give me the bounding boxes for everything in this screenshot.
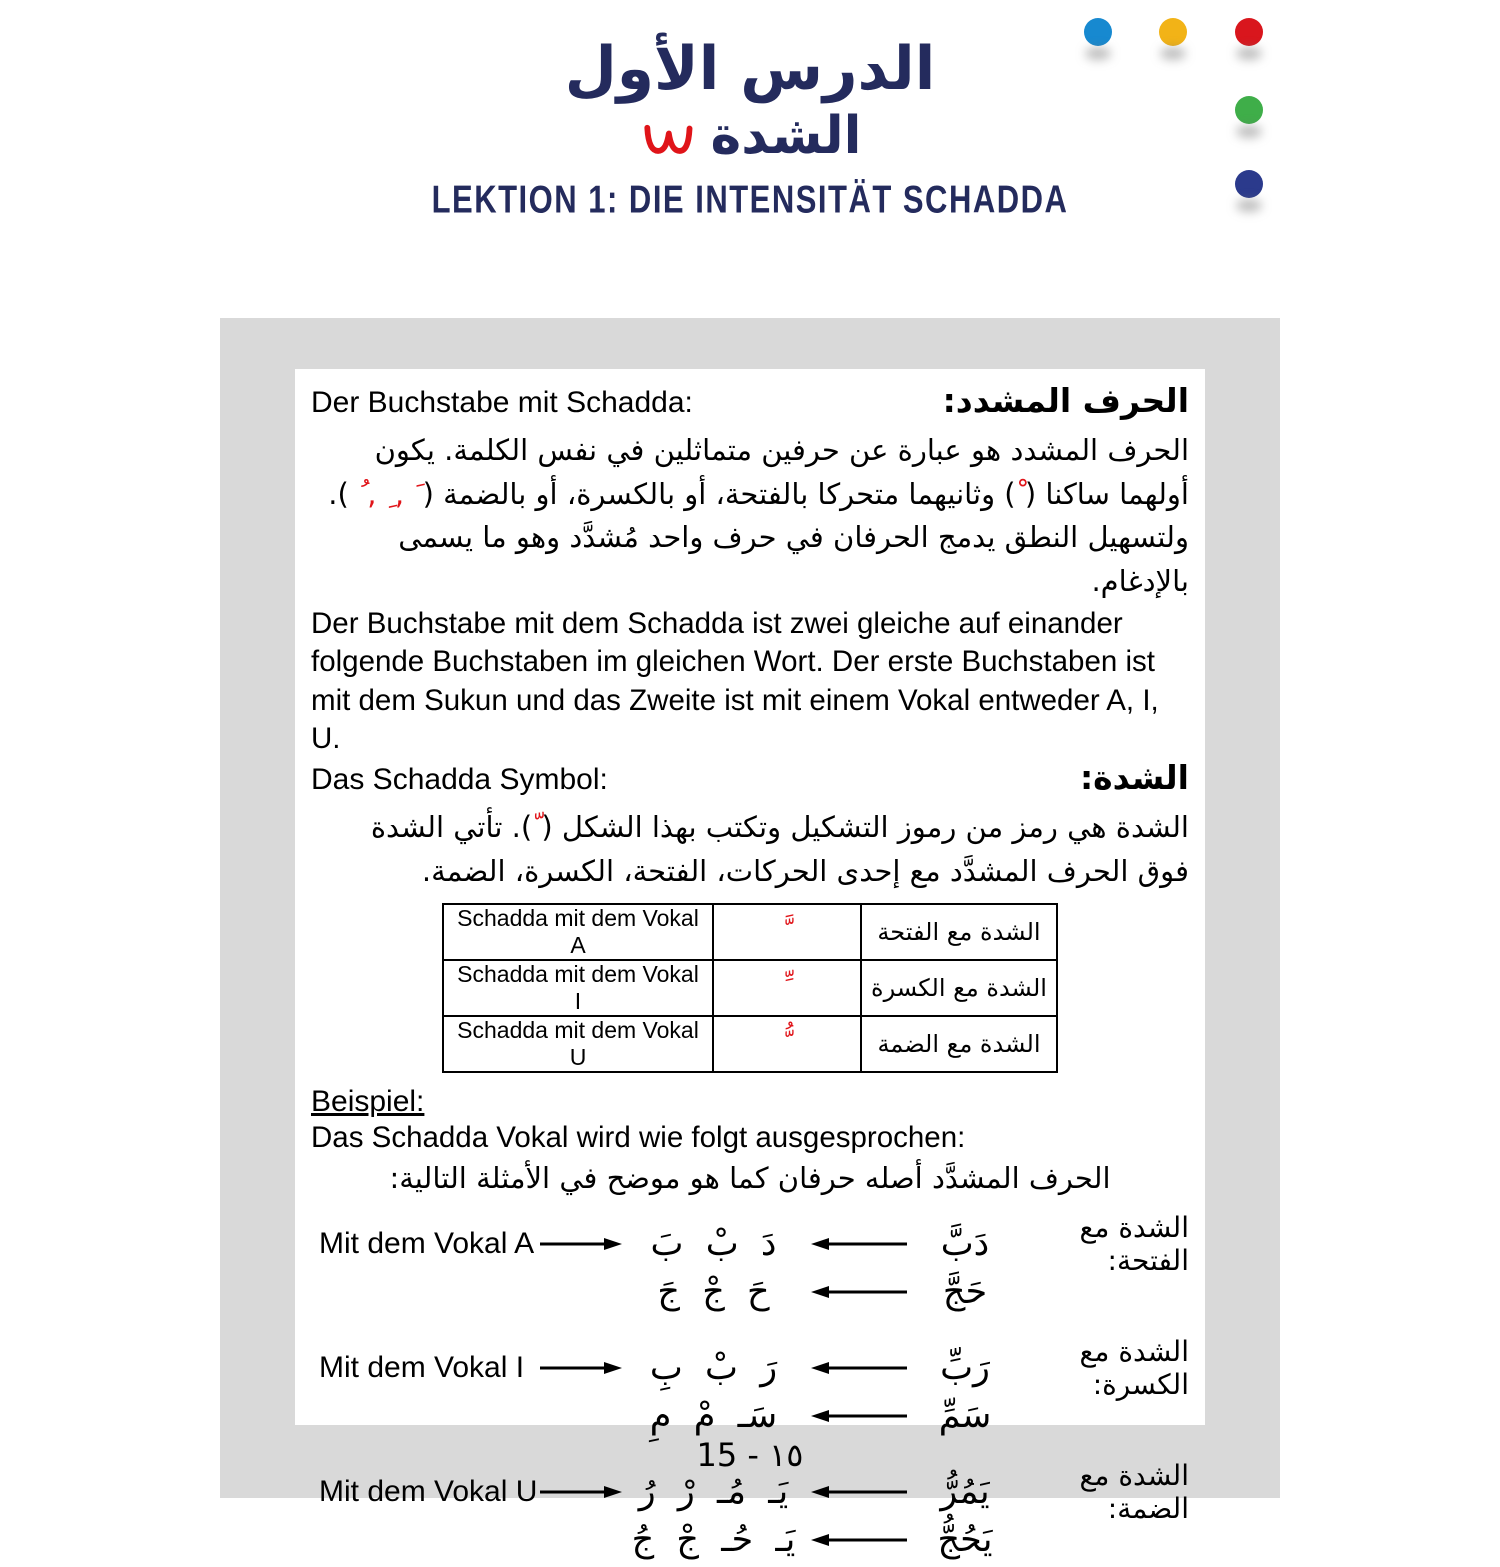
arrow-left-icon [806, 1360, 911, 1376]
example-letters: يـ مـ ر ر [638, 1472, 789, 1513]
table-cell-german: Schadda mit dem Vokal I [443, 960, 713, 1016]
section-letter-heading-row [311, 381, 1189, 425]
page-number: 15 - ١٥ [696, 1436, 804, 1474]
table-cell-arabic: الشدة مع الفتحة [861, 904, 1057, 960]
example-letters: ر ب ب [649, 1348, 778, 1389]
example-group-vokal-i [311, 1335, 1189, 1443]
example-line [311, 1211, 1189, 1278]
table-cell-german: Schadda mit dem Vokal A [443, 904, 713, 960]
section-symbol-heading-arabic: الشدة: [1079, 758, 1189, 798]
table-row [443, 960, 1057, 1016]
arrow-left-icon [806, 1284, 911, 1300]
schadda-vowel-table [442, 903, 1058, 1073]
example-word: رب [940, 1348, 990, 1389]
section-symbol-heading-german: Das Schadda Symbol: [311, 763, 608, 797]
example-label-german: Mit dem Vokal I [319, 1351, 525, 1385]
lesson-subtitle-german: LEKTION 1: DIE INTENSITÄT SCHADDA [431, 177, 1069, 222]
example-word: يحج [937, 1520, 993, 1561]
example-group-vokal-u [311, 1459, 1189, 1567]
lesson-subtitle-arabic-row [0, 106, 1500, 166]
beispiel-heading: Beispiel: [311, 1085, 425, 1119]
table-cell-symbol: َّ [713, 904, 861, 960]
beispiel-intro-arabic: الحرف المشدَّد أصله حرفان كما هو موضح في الأمثلة التالية: [389, 1161, 1111, 1196]
example-group-vokal-a [311, 1211, 1189, 1319]
section-letter-heading-arabic: الحرف المشدد: [942, 381, 1189, 420]
beispiel-intro-german: Das Schadda Vokal wird wie folgt ausgesprochen: [311, 1121, 966, 1155]
lesson-title-arabic: الدرس الأول [564, 34, 936, 104]
example-label-german: Mit dem Vokal U [319, 1475, 538, 1509]
table-row [443, 1016, 1057, 1072]
arrow-left-icon [806, 1484, 911, 1500]
section-symbol-heading-row [311, 758, 1189, 802]
shadda-symbol-icon [639, 119, 697, 163]
lesson-subtitle-german-box [0, 177, 1500, 222]
symbol-paragraph-arabic: الشدة هي رمز من رموز التشكيل وتكتب بهذا الشكل ( ّ). تأتي الشدة فوق الحرف المشدَّد مع إحدى الحركات، الفتحة، الكسرة، الضمة. [370, 810, 1189, 888]
example-label-german: Mit dem Vokal A [319, 1227, 535, 1261]
example-word: يمر [940, 1472, 990, 1513]
section-letter-heading-german: Der Buchstabe mit Schadda: [311, 386, 693, 419]
example-label-arabic: الشدة مع الفتحة: [1079, 1211, 1189, 1278]
lesson-header [0, 34, 1500, 222]
example-word: سم [938, 1396, 992, 1437]
example-word: دب [940, 1224, 990, 1265]
example-label-arabic: الشدة مع الكسرة: [1079, 1335, 1189, 1402]
example-line [311, 1335, 1189, 1402]
lesson-subtitle-arabic: الشدة [710, 106, 862, 166]
table-cell-symbol: ُّ [713, 1016, 861, 1072]
arrow-right-icon [541, 1484, 621, 1500]
arrow-left-icon [806, 1532, 911, 1548]
table-cell-german: Schadda mit dem Vokal U [443, 1016, 713, 1072]
arrow-right-icon [541, 1360, 621, 1376]
arrow-left-icon [806, 1408, 911, 1424]
table-row [443, 904, 1057, 960]
arrow-right-icon [541, 1236, 621, 1252]
example-label-arabic: الشدة مع الضمة: [1079, 1459, 1189, 1526]
letter-paragraph-arabic: الحرف المشدد هو عبارة عن حرفين متماثلين في نفس الكلمة. يكون أولهما ساكنا ( ْ) وثانيهما متحركا بالفتحة، أو بالكسرة، أو بالضمة ( َ , ِ , ُ ). ولتسهيل النطق يدمج الحرفان في حرف واحد مُشدَّد وهو ما يسمى بالإدغام. [328, 433, 1189, 598]
example-letters: يـ حـ ج ج [631, 1520, 796, 1561]
example-word: حج [942, 1272, 988, 1313]
arrow-left-icon [806, 1236, 911, 1252]
table-cell-arabic: الشدة مع الكسرة [861, 960, 1057, 1016]
table-cell-symbol: ِّ [713, 960, 861, 1016]
content-panel [220, 318, 1280, 1561]
example-letters: د ب ب [650, 1224, 777, 1265]
example-letters: ح ج ج [657, 1272, 770, 1313]
example-letters: سـ م م [649, 1396, 778, 1437]
letter-paragraph-german: Der Buchstabe mit dem Schadda ist zwei gleiche auf einander folgende Buchstaben im gleichen Wort. Der erste Buchstaben ist mit dem Sukun und das Zweite ist mit einem Vokal entweder A, I, U. [311, 607, 1159, 756]
table-cell-arabic: الشدة مع الضمة [861, 1016, 1057, 1072]
